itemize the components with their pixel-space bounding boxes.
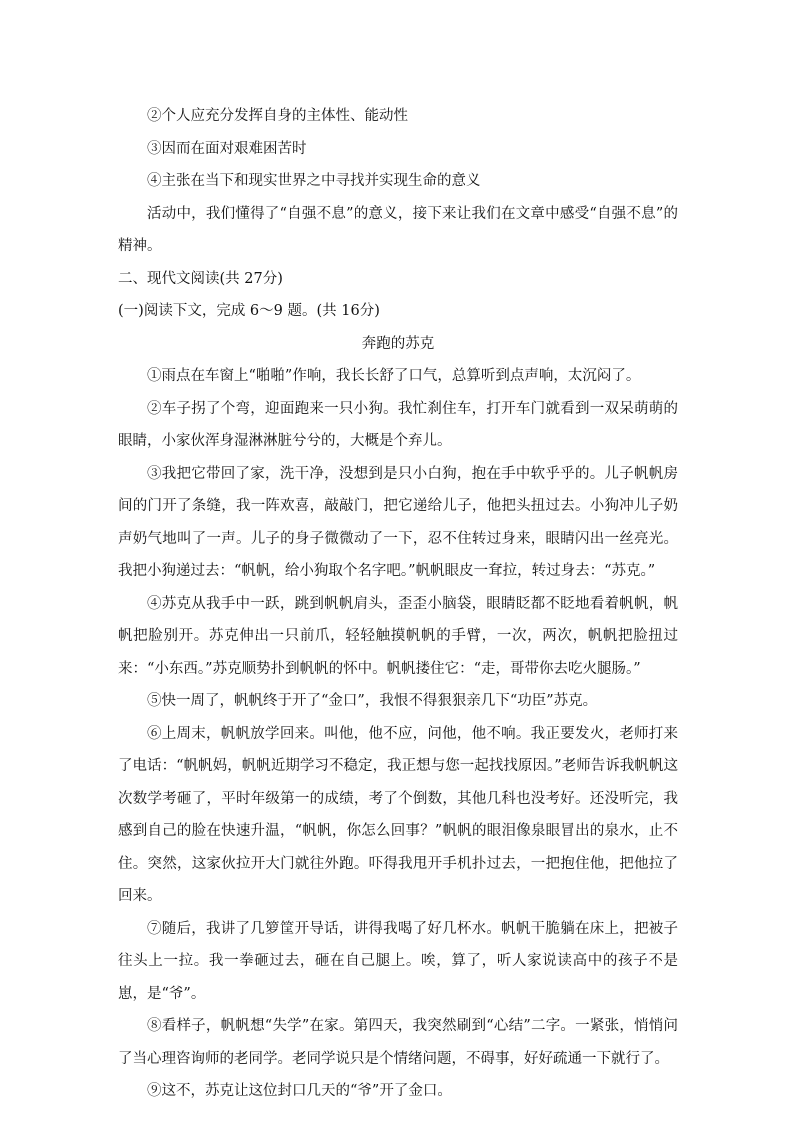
document-body bbox=[118, 100, 678, 1108]
section-heading: 二、现代文阅读(共 27分) bbox=[118, 270, 283, 287]
article-paragraph-2: ②车子拐了个弯，迎面跑来一只小狗。我忙刹住车，打开车门就看到一双呆萌萌的眼睛，小家伙浑身湿淋淋脏兮兮的，大概是个弃儿。 bbox=[118, 400, 678, 449]
article-paragraph-4: ④苏克从我手中一跃，跳到帆帆肩头，歪歪小脑袋，眼睛眨都不眨地看着帆帆，帆帆把脸别开。苏克伸出一只前爪，轻轻触摸帆帆的手臂，一次，两次，帆帆把脸扭过来：“小东西。”苏克顺势扑到帆帆的怀中。帆帆搂住它：“走，哥带你去吃火腿肠。” bbox=[118, 595, 678, 677]
option-2: ②个人应充分发挥自身的主体性、能动性 bbox=[147, 108, 408, 124]
article-paragraph-1: ①雨点在车窗上“啪啪”作响，我长长舒了口气，总算听到点声响，太沉闷了。 bbox=[147, 368, 641, 384]
article-paragraph-8: ⑧看样子，帆帆想“失学”在家。第四天，我突然刷到“心结”二字。一紧张，悄悄问了当心理咨询师的老同学。老同学说只是个情绪问题，不碍事，好好疏通一下就行了。 bbox=[118, 1018, 678, 1067]
article-paragraph-5: ⑤快一周了，帆帆终于开了“金口”，我恨不得狠狠亲几下“功臣”苏克。 bbox=[147, 693, 598, 709]
option-4: ④主张在当下和现实世界之中寻找并实现生命的意义 bbox=[147, 173, 481, 189]
option-3: ③因而在面对艰难困苦时 bbox=[147, 140, 307, 157]
sub-heading: (一)阅读下文，完成 6～9 题。(共 16分) bbox=[118, 303, 380, 319]
article-paragraph-7: ⑦随后，我讲了几箩筐开导话，讲得我喝了好几杯水。帆帆干脆躺在床上，把被子往头上一拉。我一拳砸过去，砸在自己腿上。唉，算了，听人家说读高中的孩子不是崽，是“爷”。 bbox=[118, 920, 678, 1002]
article-paragraph-9: ⑨这不，苏克让这位封口几天的“爷”开了金口。 bbox=[147, 1083, 452, 1099]
intro-paragraph: 活动中，我们懂得了“自强不息”的意义，接下来让我们在文章中感受“自强不息”的精神。 bbox=[118, 205, 678, 254]
article-paragraph-3: ③我把它带回了家，洗干净，没想到是只小白狗，抱在手中软乎乎的。儿子帆帆房间的门开了条缝，我一阵欢喜，敲敲门，把它递给儿子，他把头扭过去。小狗冲儿子奶声奶气地叫了一声。儿子的身子微微动了一下，忍不住转过身来，眼睛闪出一丝亮光。我把小狗递过去：“帆帆，给小狗取个名字吧。”帆帆眼皮一耷拉，转过身去：“苏克。” bbox=[118, 465, 678, 579]
article-paragraph-6: ⑥上周末，帆帆放学回来。叫他，他不应，问他，他不响。我正要发火，老师打来了电话：“帆帆妈，帆帆近期学习不稳定，我正想与您一起找找原因。”老师告诉我帆帆这次数学考砸了，平时年级第一的成绩，考了个倒数，其他几科也没考好。还没听完，我感到自己的脸在快速升温，“帆帆，你怎么回事？”帆帆的眼泪像泉眼冒出的泉水，止不住。突然，这家伙拉开大门就往外跑。吓得我甩开手机扑过去，一把抱住他，把他拉了回来。 bbox=[118, 725, 678, 904]
article-title: 奔跑的苏克 bbox=[361, 335, 435, 352]
